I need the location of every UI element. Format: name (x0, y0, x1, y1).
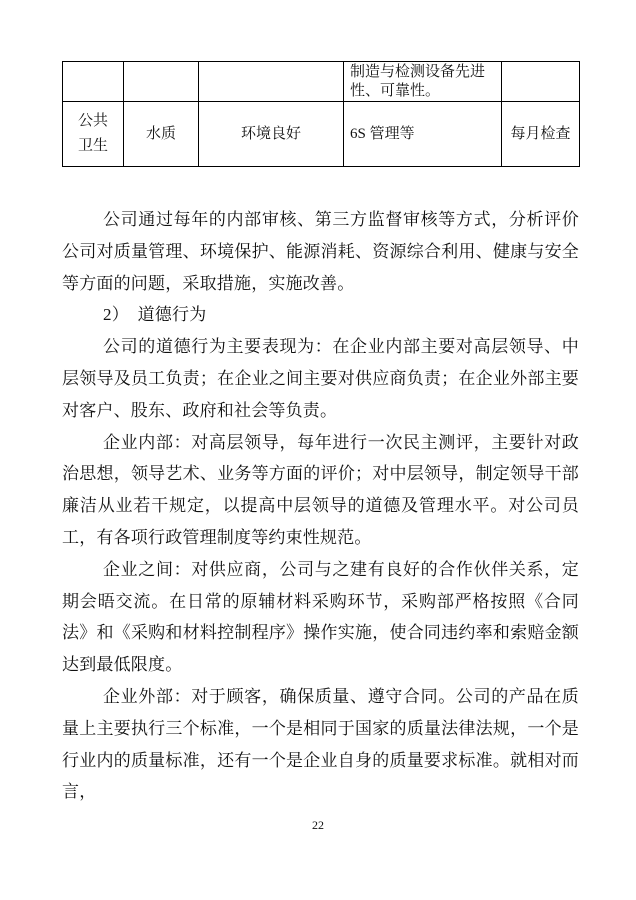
paragraph-internal-ethics: 企业内部：对高层领导，每年进行一次民主测评，主要针对政治思想，领导艺术、业务等方面的评价；对中层领导，制定领导干部廉洁从业若干规定，以提高中层领导的道德及管理水平。对公司员工，有各项行政管理制度等约束性规范。 (62, 432, 579, 547)
paragraph-supplier-ethics: 企业之间：对供应商，公司与之建有良好的合作伙伴关系，定期会晤交流。在日常的原辅材料采购环节，采购部严格按照《合同法》和《采购和材料控制程序》操作实施，使合同违约率和索赔金额达到最低限度。 (62, 559, 579, 675)
paragraph-external-ethics: 企业外部：对于顾客，确保质量、遵守合同。公司的产品在质量上主要执行三个标准，一个是相同于国家的质量法律法规，一个是行业内的质量标准，还有一个是企业自身的质量要求标准。就相对而言， (62, 686, 579, 802)
table-cell (124, 62, 199, 102)
page-number: 22 (312, 818, 324, 832)
table-cell-item: 水质 (124, 102, 199, 167)
paragraph-ethics-overview: 公司的道德行为主要表现为：在企业内部主要对高层领导、中层领导及员工负责；在企业之间主要对供应商负责；在企业外部主要对客户、股东、政府和社会等负责。 (62, 337, 579, 420)
body-text (62, 204, 579, 808)
public-health-criteria-table (62, 61, 580, 167)
table-cell (199, 62, 344, 102)
table-cell-measure: 6S 管理等 (344, 102, 502, 167)
table-cell-equipment-note: 制造与检测设备先进性、可靠性。 (344, 62, 502, 102)
table-cell (502, 62, 580, 102)
table-cell-category: 公共卫生 (63, 102, 124, 167)
table-cell-goal: 环境良好 (199, 102, 344, 167)
heading-ethical-behavior: 2） 道德行为 (103, 305, 207, 325)
paragraph-audit-summary: 公司通过每年的内部审核、第三方监督审核等方式，分析评价公司对质量管理、环境保护、能源消耗、资源综合利用、健康与安全等方面的问题，采取措施，实施改善。 (62, 210, 579, 293)
table-cell (63, 62, 124, 102)
table-row-continuation (63, 62, 580, 102)
table-row-public-health (63, 102, 580, 167)
table-cell-frequency: 每月检查 (502, 102, 580, 167)
